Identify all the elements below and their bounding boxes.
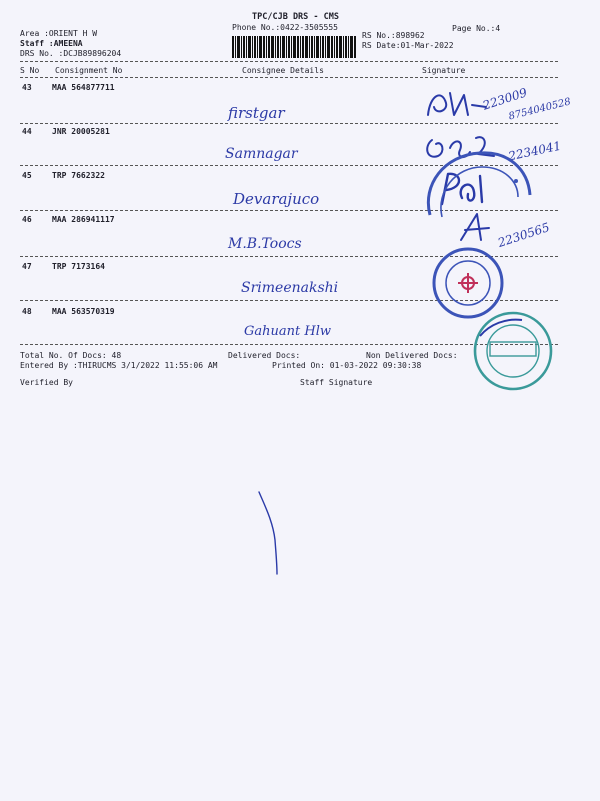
rs-number: RS No.:898962	[362, 31, 425, 40]
staff-label: Staff :AMEENA	[20, 39, 83, 48]
column-signature: Signature	[422, 66, 466, 75]
divider	[20, 61, 558, 62]
handwritten-consignee: Samnagar	[225, 146, 298, 162]
column-sno: S No	[20, 66, 40, 75]
area-label: Area :ORIENT H W	[20, 29, 98, 38]
round-seal-icon	[466, 308, 560, 394]
row-consignment: MAA 563570319	[52, 307, 115, 316]
divider	[20, 77, 558, 78]
column-consignee: Consignee Details	[242, 66, 324, 75]
total-docs: Total No. Of Docs: 48	[20, 351, 122, 360]
phone-number: Phone No.:0422-3505555	[232, 23, 338, 32]
handwritten-number: 223009	[480, 85, 529, 113]
handwritten-consignee: Srimeenakshi	[241, 280, 339, 296]
pen-stroke	[255, 488, 285, 578]
row-consignment: MAA 286941117	[52, 215, 115, 224]
drs-number: DRS No. :DCJB89896204	[20, 49, 122, 58]
entered-by: Entered By :THIRUCMS 3/1/2022 11:55:06 AM	[20, 361, 218, 370]
row-sno: 46	[22, 215, 32, 224]
handwritten-consignee: firstgar	[228, 104, 285, 122]
row-sno: 43	[22, 83, 32, 92]
row-sno: 47	[22, 262, 32, 271]
company-stamp-icon	[416, 145, 536, 235]
row-consignment: TRP 7173164	[52, 262, 105, 271]
page-number: Page No.:4	[452, 24, 501, 33]
rs-date: RS Date:01-Mar-2022	[362, 41, 454, 50]
column-consignment: Consignment No	[55, 66, 123, 75]
handwritten-consignee: M.B.Toocs	[228, 236, 302, 252]
printed-on: Printed On: 01-03-2022 09:30:38	[272, 361, 422, 370]
handwritten-number: 2230565	[496, 220, 552, 250]
staff-signature: Staff Signature	[300, 378, 373, 387]
handwritten-consignee: Gahuant Hlw	[244, 324, 331, 339]
non-delivered-docs: Non Delivered Docs:	[366, 351, 458, 360]
row-consignment: JNR 20005281	[52, 127, 110, 136]
sheet-title: TPC/CJB DRS - CMS	[252, 12, 339, 22]
verified-by: Verified By	[20, 378, 73, 387]
delivered-docs: Delivered Docs:	[228, 351, 301, 360]
handwritten-number: 2234041	[507, 138, 563, 164]
row-sno: 45	[22, 171, 32, 180]
signature-scribble	[420, 85, 510, 125]
handwritten-phone: 8754040528	[507, 96, 573, 123]
row-sno: 48	[22, 307, 32, 316]
handwritten-consignee: Devarajuco	[233, 190, 320, 208]
row-sno: 44	[22, 127, 32, 136]
row-consignment: MAA 564877711	[52, 83, 115, 92]
barcode	[232, 36, 356, 58]
row-consignment: TRP 7662322	[52, 171, 105, 180]
